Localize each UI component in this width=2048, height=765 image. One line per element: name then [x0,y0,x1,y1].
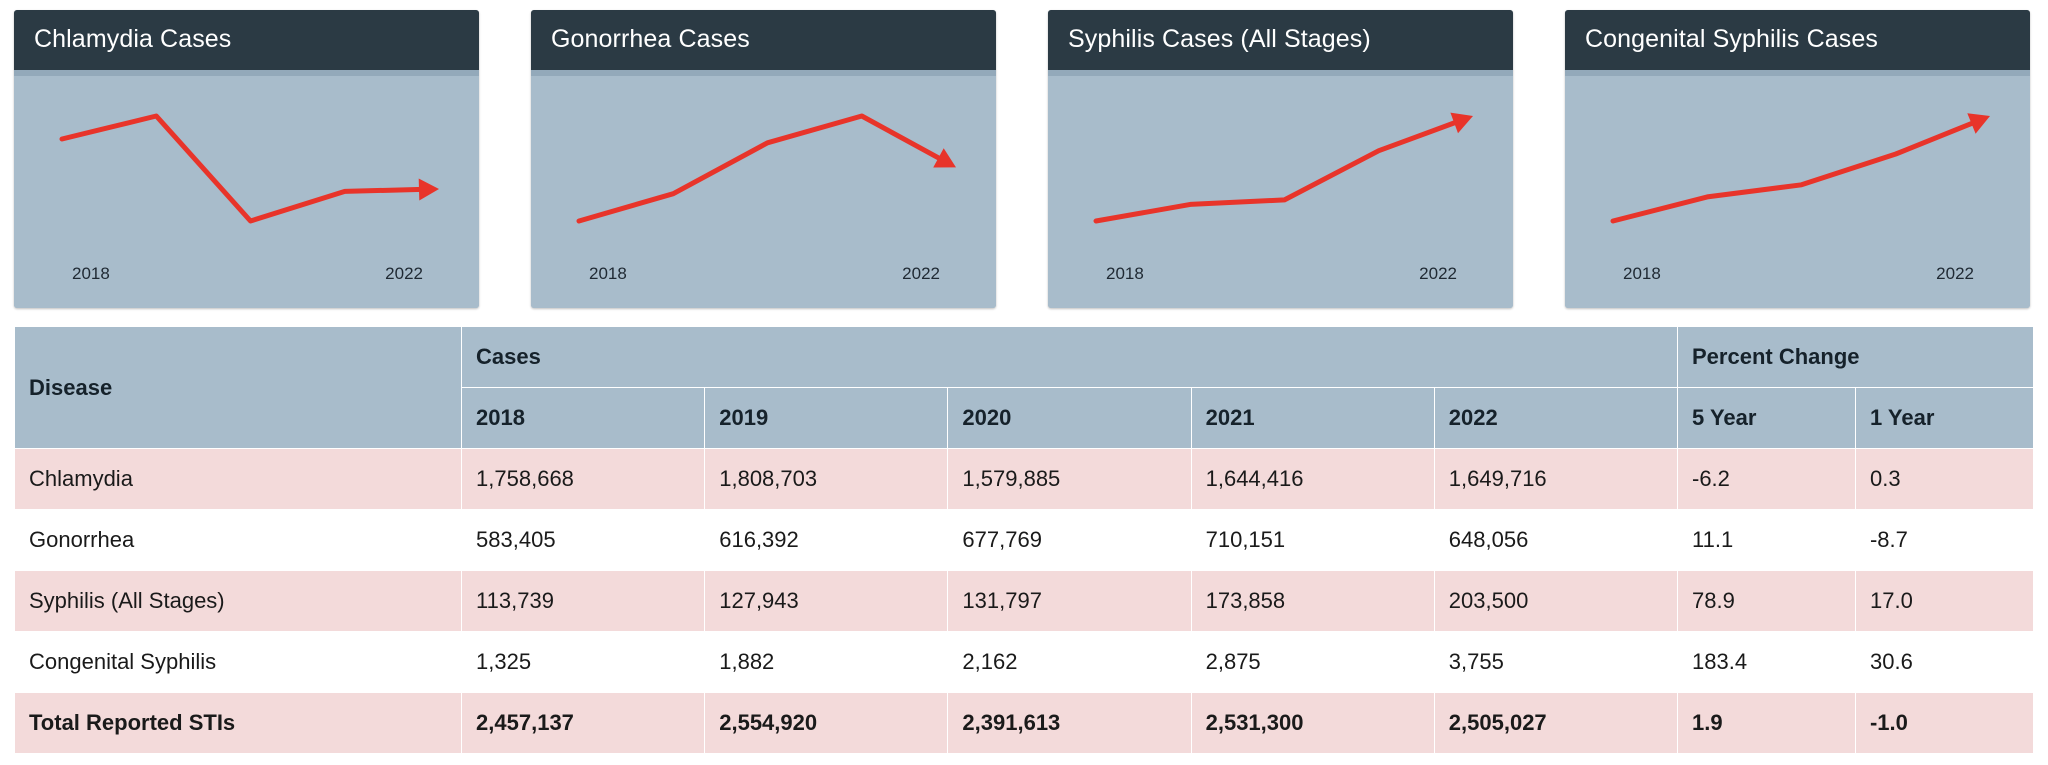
axis-end-label: 2022 [1419,264,1457,283]
cell-pc-1-year: 30.6 [1855,632,2033,693]
card-title-chlamydia: Chlamydia Cases [14,10,479,70]
card-body-chlamydia [14,70,479,308]
cell-2018: 1,325 [462,632,705,693]
table-row-total [15,693,2034,754]
cell-2022: 1,649,716 [1434,449,1677,510]
cell-2022: 2,505,027 [1434,693,1677,754]
cell-2020: 2,162 [948,632,1191,693]
cell-2022: 203,500 [1434,571,1677,632]
sparkline-card-row [12,10,2036,308]
card-axis-congenital-syphilis [1565,264,2030,284]
card-body-syphilis [1048,70,1513,308]
card-title-syphilis: Syphilis Cases (All Stages) [1048,10,1513,70]
cell-2021: 2,531,300 [1191,693,1434,754]
cell-disease: Syphilis (All Stages) [15,571,462,632]
cell-2019: 1,808,703 [705,449,948,510]
header-disease: Disease [15,327,462,449]
cell-2018: 2,457,137 [462,693,705,754]
card-title-gonorrhea: Gonorrhea Cases [531,10,996,70]
axis-end-label: 2022 [1936,264,1974,283]
cell-2020: 131,797 [948,571,1191,632]
sti-table-container [12,326,2036,754]
axis-start-label: 2018 [72,264,110,283]
cell-pc-5-year: 78.9 [1678,571,1856,632]
table-header [15,327,2034,449]
card-congenital-syphilis[interactable] [1565,10,2030,308]
card-body-gonorrhea [531,70,996,308]
header-year-2020: 2020 [948,388,1191,449]
table-row [15,510,2034,571]
cell-pc-1-year: -1.0 [1855,693,2033,754]
header-pc-1-year: 1 Year [1855,388,2033,449]
header-year-2021: 2021 [1191,388,1434,449]
header-cases-group: Cases [462,327,1678,388]
cell-2021: 1,644,416 [1191,449,1434,510]
card-gonorrhea[interactable] [531,10,996,308]
cell-2022: 648,056 [1434,510,1677,571]
axis-end-label: 2022 [385,264,423,283]
cell-disease: Gonorrhea [15,510,462,571]
table-row [15,449,2034,510]
table-header-row-groups [15,327,2034,388]
header-year-2022: 2022 [1434,388,1677,449]
cell-2021: 710,151 [1191,510,1434,571]
table-row [15,571,2034,632]
cell-pc-1-year: -8.7 [1855,510,2033,571]
cell-pc-5-year: 11.1 [1678,510,1856,571]
header-year-2018: 2018 [462,388,705,449]
card-axis-gonorrhea [531,264,996,284]
cell-2020: 677,769 [948,510,1191,571]
cell-disease: Congenital Syphilis [15,632,462,693]
axis-start-label: 2018 [1623,264,1661,283]
header-pc-5-year: 5 Year [1678,388,1856,449]
axis-start-label: 2018 [1106,264,1144,283]
cell-2019: 1,882 [705,632,948,693]
axis-end-label: 2022 [902,264,940,283]
card-title-congenital-syphilis: Congenital Syphilis Cases [1565,10,2030,70]
cell-2020: 1,579,885 [948,449,1191,510]
axis-start-label: 2018 [589,264,627,283]
header-year-2019: 2019 [705,388,948,449]
cell-pc-1-year: 0.3 [1855,449,2033,510]
card-syphilis[interactable] [1048,10,1513,308]
cell-pc-1-year: 17.0 [1855,571,2033,632]
card-axis-syphilis [1048,264,1513,284]
cell-2019: 2,554,920 [705,693,948,754]
table-body [15,449,2034,754]
cell-2020: 2,391,613 [948,693,1191,754]
cell-pc-5-year: -6.2 [1678,449,1856,510]
cell-pc-5-year: 183.4 [1678,632,1856,693]
cell-2019: 616,392 [705,510,948,571]
cell-disease: Chlamydia [15,449,462,510]
cell-2018: 113,739 [462,571,705,632]
cell-pc-5-year: 1.9 [1678,693,1856,754]
sti-table [14,326,2034,754]
cell-2022: 3,755 [1434,632,1677,693]
cell-disease: Total Reported STIs [15,693,462,754]
card-body-congenital-syphilis [1565,70,2030,308]
cell-2018: 1,758,668 [462,449,705,510]
cell-2021: 2,875 [1191,632,1434,693]
cell-2019: 127,943 [705,571,948,632]
header-percent-change-group: Percent Change [1678,327,2034,388]
cell-2018: 583,405 [462,510,705,571]
card-axis-chlamydia [14,264,479,284]
card-chlamydia[interactable] [14,10,479,308]
table-row [15,632,2034,693]
cell-2021: 173,858 [1191,571,1434,632]
